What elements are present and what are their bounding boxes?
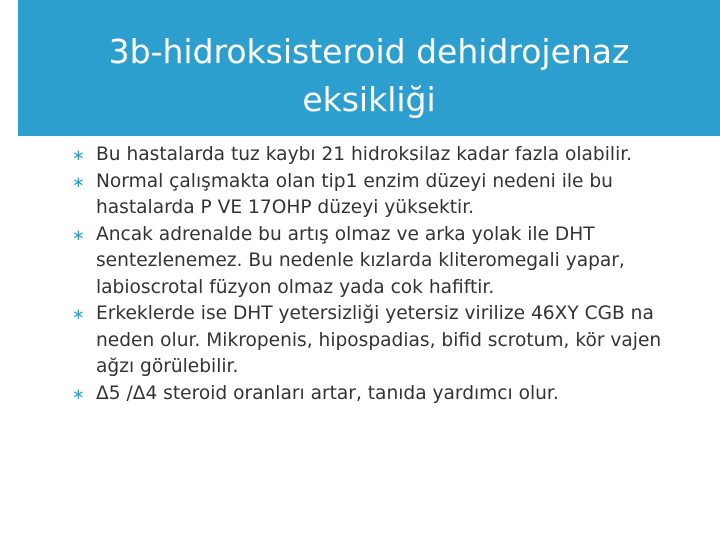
- slide-title: [18, 28, 720, 124]
- bullet-item: [72, 169, 672, 222]
- asterisk-icon: ∗: [72, 225, 85, 244]
- asterisk-icon: ∗: [72, 305, 85, 323]
- bullet-item: [72, 142, 672, 169]
- bullet-text: Δ5 /Δ4 steroid oranları artar, tanıda yardımcı olur.: [96, 382, 559, 404]
- bullet-text: Bu hastalarda tuz kaybı 21 hidroksilaz kadar fazla olabilir.: [96, 144, 633, 165]
- bullet-list: [72, 142, 672, 407]
- bullet-text: Erkeklerde ise DHT yetersizliği yetersiz virilize 46XY CGB na neden olur. Mikropenis, hipospadias, bifid scrotum, kör vajen ağzı görülebilir.: [96, 303, 662, 377]
- bullet-item: [72, 222, 672, 302]
- slide-title-line-1: 3b-hidroksisteroid dehidrojenaz: [108, 32, 630, 71]
- bullet-text: Normal çalışmakta olan tip1 enzim düzeyi nedeni ile bu hastalarda P VE 17OHP düzeyi yüksektir.: [96, 170, 613, 218]
- asterisk-icon: ∗: [72, 384, 85, 403]
- bullet-item: [72, 381, 672, 408]
- slide-title-line-2: eksikliği: [302, 80, 436, 119]
- asterisk-icon: ∗: [72, 146, 85, 164]
- asterisk-icon: ∗: [72, 172, 85, 191]
- bullet-item: [72, 301, 672, 381]
- bullet-text: Ancak adrenalde bu artış olmaz ve arka yolak ile DHT sentezlenemez. Bu nedenle kızlarda kliteromegali yapar, labioscrotal füzyon olmaz yada cok hafiftir.: [96, 223, 625, 298]
